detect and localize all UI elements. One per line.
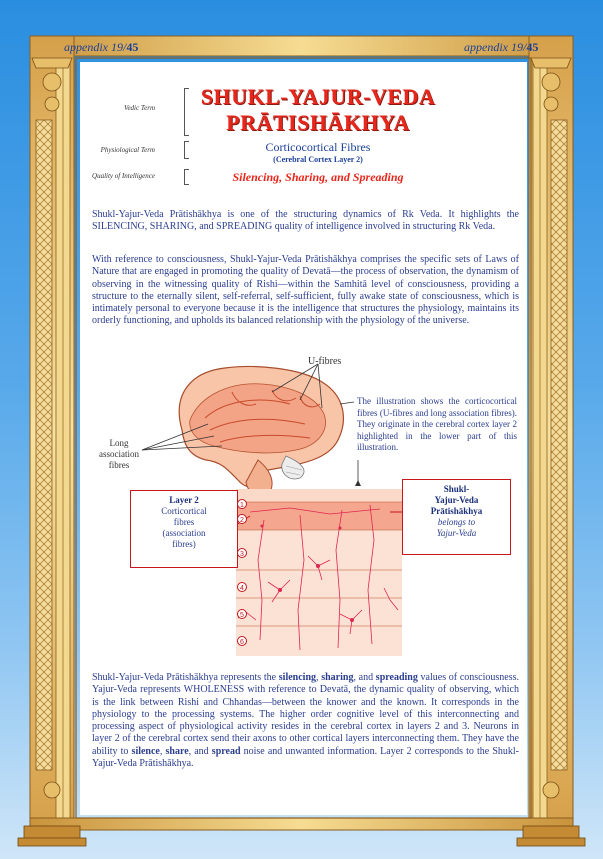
consciousness-paragraph: With reference to consciousness, Shukl-Yajur-Veda Prātishākhya comprises the specific sets of Laws of Nature that are engaged in promoting the quality of Devatā—the process of observation, the dynamism of observing in the witnessing quality of Rishi—within the Samhitā level of consciousness, providing a structure to the eternally silent, self-referral, self-sufficient, fully awake state of consciousness, which is intimately personal to everyone because it is the intelligence that structures the physiology, maintains its orderly functioning, and upholds its balanced relationship with the physiology of the universe. [92, 254, 519, 327]
label-line: association [99, 449, 139, 459]
callout-subtitle: Yajur-Veda [436, 528, 477, 538]
callout-line: fibres [173, 517, 195, 527]
vedic-term-label: Vedic Term [123, 104, 155, 112]
layer-number-4: 4 [240, 585, 244, 592]
layer-1-marker [237, 496, 247, 509]
keyword-silencing: silencing [278, 672, 317, 683]
keyword-share: share [165, 745, 189, 757]
callout-title: Shukl- [443, 484, 470, 494]
layer-6-marker [237, 633, 247, 646]
callout-line: (association [162, 528, 206, 538]
vedic-title-line1: SHUKL-YAJUR-VEDA [200, 84, 436, 109]
figure-caption: The illustration shows the corticocortical fibres (U-fibres and long association fibres). They originate in the cerebral cortex layer 2 highlighted in the lower part of this illustration. [357, 396, 517, 452]
callout-line: Corticortical [161, 506, 207, 516]
keyword-spreading: spreading [375, 672, 418, 683]
text-run: , [159, 745, 166, 757]
long-association-fibres-label [94, 438, 144, 471]
keyword-silence: silence [131, 745, 160, 757]
physiological-subtitle: (Cerebral Cortex Layer 2) [273, 155, 363, 164]
text-run: , and [188, 745, 212, 757]
brain-drawing [179, 367, 343, 496]
keyword-sharing: sharing [321, 672, 354, 683]
layer-3-marker [237, 545, 247, 558]
physiological-term-label: Physiological Term [100, 146, 155, 154]
vedic-title-line2: PRĀTISHĀKHYA [226, 110, 410, 135]
layer-2-marker [237, 511, 247, 524]
quality-of-intelligence-label: Quality of Intelligence [92, 172, 155, 180]
quality-title: Silencing, Sharing, and Spreading [232, 170, 404, 184]
vedic-callout [402, 479, 511, 555]
layer-number-2: 2 [240, 517, 244, 524]
label-line: fibres [108, 460, 130, 470]
callout-title: Layer 2 [169, 495, 199, 505]
callout-title: Yajur-Veda [434, 495, 479, 505]
layer-2-callout [130, 490, 238, 568]
layer-5-marker [237, 606, 247, 619]
label-line: Long [109, 438, 129, 448]
page-number: 45 [126, 40, 139, 54]
callout-subtitle: belongs to [437, 517, 476, 527]
u-fibres-label: U-fibres [308, 356, 342, 367]
cortex-layers [236, 489, 402, 656]
text-run: , and [353, 672, 376, 683]
keyword-spread: spread [211, 745, 241, 757]
text-run: , [316, 672, 322, 683]
page-number: 45 [526, 40, 539, 54]
text-run: Shukl-Yajur-Veda Prātishākhya represents the [92, 672, 279, 683]
appendix-label: appendix 19/ [464, 40, 527, 54]
callout-title: Prātishākhya [430, 506, 483, 516]
appendix-label: appendix 19/ [64, 40, 127, 54]
layer-number-6: 6 [240, 639, 244, 646]
layer-number-5: 5 [240, 612, 244, 619]
layer-number-1: 1 [240, 502, 244, 509]
intro-paragraph: Shukl-Yajur-Veda Prātishākhya is one of the structuring dynamics of Rk Veda. It highlights the SILENCING, SHARING, and SPREADING quality of intelligence involved in structuring Rk Veda. [92, 209, 519, 233]
layer-number-3: 3 [240, 551, 244, 558]
text-run: noise and unwanted information. Layer 2 corresponds to the Shukl-Yajur-Veda Prātishākhya. [92, 745, 519, 770]
layer-4-marker [237, 579, 247, 592]
callout-line: fibres) [172, 539, 196, 549]
text-run: values of consciousness. Yajur-Veda represents WHOLENESS with reference to Devatā, the dynamic quality of observing, which is the link between Rishi and Chhandas—between the knower and the known. It corresponds in the physiology to the processing systems. The higher order cognitive level of this interconnecting and processing aspect of physiological activity resides in the cerebral cortex in layers 2 and 3. Neurons in layer 2 of the cerebral cortex send their axons to other cortical layers interconnecting them. They have the ability to [92, 672, 519, 757]
physiological-title: Corticocortical Fibres [265, 140, 371, 154]
